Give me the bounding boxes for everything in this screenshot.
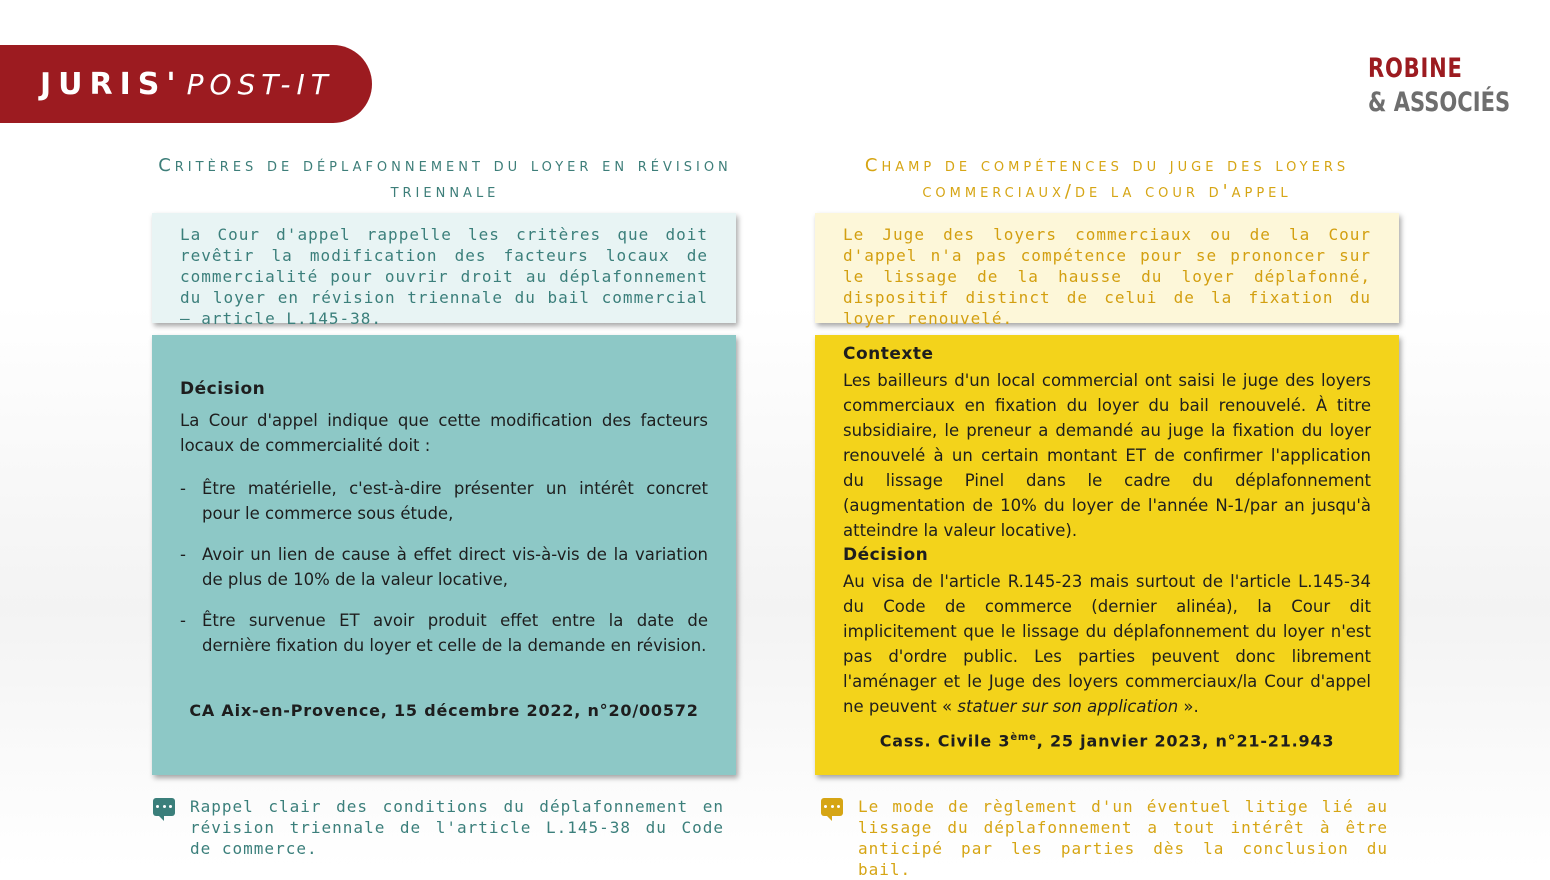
criterion-text: Être matérielle, c'est-à-dire présenter un intérêt concret pour le commerce sous étude, bbox=[202, 479, 708, 523]
left-column-title: Critères de déplafonnement du loyer en révision triennale bbox=[158, 155, 732, 202]
comment-icon bbox=[821, 798, 843, 816]
banner-title-bold: JURIS' bbox=[40, 66, 183, 102]
left-takeaway-note: Rappel clair des conditions du déplafonnement en révision triennale de l'article L.145-38 du Code de commerce. bbox=[190, 797, 724, 858]
left-decision-card bbox=[152, 335, 736, 775]
criterion-text: Être survenue ET avoir produit effet entre la date de dernière fixation du loyer et celle de la demande en révision. bbox=[202, 611, 708, 655]
bullet-dash: - bbox=[180, 611, 186, 630]
reference-superscript: ème bbox=[1010, 732, 1037, 743]
list-item bbox=[180, 476, 708, 526]
decision-quote: statuer sur son application bbox=[957, 697, 1179, 716]
banner-title-italic: POST-IT bbox=[186, 67, 334, 101]
right-summary-text: Le Juge des loyers commerciaux ou de la Cour d'appel n'a pas compétence pour se prononcer sur le lissage de la hausse du loyer déplafonné, dispositif distinct de celui de la fixation du loyer renouvelé. bbox=[843, 225, 1371, 328]
right-decision-card bbox=[815, 335, 1399, 775]
juris-post-it-banner bbox=[0, 45, 372, 123]
list-item bbox=[180, 608, 708, 658]
right-takeaway-note: Le mode de règlement d'un éventuel litige lié au lissage du déplafonnement a tout intérêt à être anticipé par les parties dès la conclusion du bail. bbox=[858, 797, 1388, 879]
list-item bbox=[180, 542, 708, 592]
right-column-title: Champ de compétences du juge des loyers commerciaux/de la cour d'appel bbox=[864, 155, 1350, 202]
left-summary-card bbox=[152, 213, 736, 328]
left-case-reference: CA Aix-en-Provence, 15 décembre 2022, n°20/00572 bbox=[189, 701, 699, 720]
context-text: Les bailleurs d'un local commercial ont saisi le juge des loyers commerciaux en fixation du loyer du bail renouvelé. À titre subsidiaire, le preneur a demandé au juge la fixation du loyer renouvelé à un certain montant ET de confirmer l'application du lissage Pinel dans le cadre du déplafonnement (augmentation de 10% du loyer de l'année N-1/par an jusqu'à atteindre la valeur locative). bbox=[843, 371, 1371, 540]
bullet-dash: - bbox=[180, 545, 186, 564]
comment-icon bbox=[153, 798, 175, 816]
reference-court: Cass. Civile 3 bbox=[879, 731, 1011, 751]
decision-text-end: ». bbox=[1178, 697, 1199, 716]
logo-line-2: & ASSOCIÉS bbox=[1368, 87, 1511, 118]
left-summary-text: La Cour d'appel rappelle les critères que doit revêtir la modification des facteurs locaux de commercialité pour ouvrir droit au déplafonnement du loyer en révision triennale du bail commercial – article L.145-38. bbox=[180, 225, 708, 328]
criterion-text: Avoir un lien de cause à effet direct vis-à-vis de la variation de plus de 10% de la valeur locative, bbox=[202, 545, 708, 589]
left-decision-heading: Décision bbox=[180, 379, 266, 399]
right-summary-card bbox=[815, 213, 1399, 328]
bullet-dash: - bbox=[180, 479, 186, 498]
right-case-reference bbox=[843, 725, 1371, 753]
decision-text-part: Au visa de l'article R.145-23 mais surtout de l'article L.145-34 du Code de commerce (dernier alinéa), la Cour dit implicitement que le lissage du déplafonnement du loyer n'est pas d'ordre public. Les parties peuvent donc librement l'aménager et le Juge des loyers commerciaux/la Cour d'appel ne peuvent « bbox=[843, 572, 1371, 716]
context-heading: Contexte bbox=[843, 344, 934, 364]
criteria-list bbox=[180, 476, 708, 658]
reference-date-number: , 25 janvier 2023, n°21-21.943 bbox=[1036, 731, 1335, 751]
left-decision-text: La Cour d'appel indique que cette modification des facteurs locaux de commercialité doit : bbox=[180, 411, 708, 455]
robine-associes-logo bbox=[1368, 52, 1550, 120]
right-decision-text bbox=[843, 569, 1371, 719]
right-decision-heading: Décision bbox=[843, 545, 929, 565]
logo-line-1: ROBINE bbox=[1368, 53, 1463, 84]
